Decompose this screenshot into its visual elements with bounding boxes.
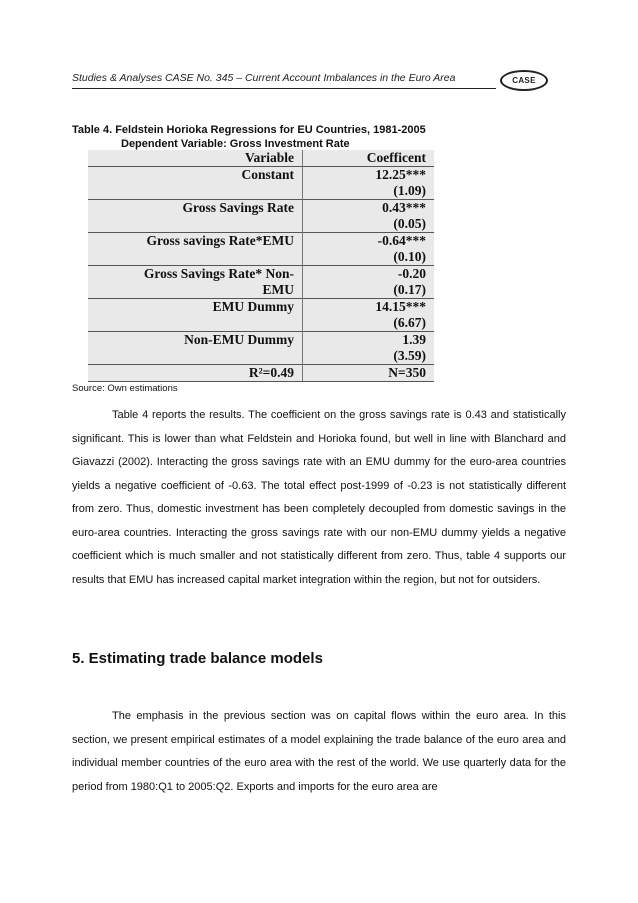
section-heading: 5. Estimating trade balance models bbox=[72, 650, 323, 667]
table-row bbox=[88, 200, 434, 217]
logo-text: CASE bbox=[512, 76, 536, 85]
n-observations-cell: N=350 bbox=[303, 365, 434, 382]
table-caption bbox=[72, 123, 426, 151]
header-variable: Variable bbox=[88, 150, 303, 167]
table-subtitle: Dependent Variable: Gross Investment Rate bbox=[121, 138, 350, 150]
table-row bbox=[88, 183, 434, 200]
variable-cell: Gross Savings Rate* Non- bbox=[88, 266, 303, 283]
variable-cell-cont bbox=[88, 348, 303, 365]
r-squared-cell: R²=0.49 bbox=[88, 365, 303, 382]
table-title: Table 4. Feldstein Horioka Regressions for EU Countries, 1981-2005 bbox=[72, 124, 426, 136]
variable-cell-cont bbox=[88, 183, 303, 200]
table-row bbox=[88, 348, 434, 365]
variable-cell: EMU Dummy bbox=[88, 299, 303, 316]
table-row bbox=[88, 282, 434, 299]
table-row bbox=[88, 266, 434, 283]
regression-table bbox=[88, 150, 434, 382]
variable-cell: Gross savings Rate*EMU bbox=[88, 233, 303, 250]
table-row bbox=[88, 216, 434, 233]
variable-cell: Constant bbox=[88, 167, 303, 184]
running-title: Studies & Analyses CASE No. 345 – Current Account Imbalances in the Euro Area bbox=[72, 72, 456, 84]
coefficient-cell: 1.39 bbox=[303, 332, 434, 349]
stderr-cell: (1.09) bbox=[393, 183, 426, 198]
variable-cell-cont bbox=[88, 315, 303, 332]
coefficient-cell: -0.20 bbox=[303, 266, 434, 283]
paragraph-trade-balance-text: The emphasis in the previous section was on capital flows within the euro area. In this section, we present empirical estimates of a model explaining the trade balance of the euro area and individual member countries of the euro area with the rest of the world. We use quarterly data for the period from 1980:Q1 to 2005:Q2. Exports and imports for the euro area are bbox=[72, 710, 566, 793]
paragraph-trade-balance bbox=[72, 705, 566, 799]
table-row bbox=[88, 167, 434, 184]
case-logo bbox=[500, 70, 548, 91]
paragraph-results bbox=[72, 404, 566, 592]
variable-cell-cont: EMU bbox=[88, 282, 303, 299]
table-row bbox=[88, 249, 434, 266]
table-row bbox=[88, 299, 434, 316]
coefficient-cell: -0.64*** bbox=[303, 233, 434, 250]
variable-cell: Non-EMU Dummy bbox=[88, 332, 303, 349]
coefficient-cell: 14.15*** bbox=[303, 299, 434, 316]
stderr-cell: (0.10) bbox=[393, 249, 426, 264]
table-row bbox=[88, 332, 434, 349]
stderr-cell: (6.67) bbox=[393, 315, 426, 330]
table-header-row bbox=[88, 150, 434, 167]
stderr-cell: (0.17) bbox=[393, 282, 426, 297]
paragraph-results-text: Table 4 reports the results. The coefficient on the gross savings rate is 0.43 and statistically significant. This is lower than what Feldstein and Horioka found, but well in line with Blanchard and Giavazzi (2002). Interacting the gross savings rate with an EMU dummy for the euro-area countries yields a negative coefficient of -0.63. The total effect post-1999 of -0.23 is not statistically different from zero. Thus, domestic investment has been completely decoupled from domestic savings in the euro-area countries. Interacting the gross savings rate with our non-EMU dummy yields a negative coefficient which is much smaller and not statistically different from zero. Thus, table 4 supports our results that EMU has increased capital market integration within the region, but not for outsiders. bbox=[72, 409, 566, 586]
stderr-cell: (0.05) bbox=[393, 216, 426, 231]
coefficient-cell: 0.43*** bbox=[303, 200, 434, 217]
variable-cell-cont bbox=[88, 249, 303, 266]
table-row-stats bbox=[88, 365, 434, 382]
table-row bbox=[88, 233, 434, 250]
running-header bbox=[72, 68, 496, 89]
table-row bbox=[88, 315, 434, 332]
variable-cell: Gross Savings Rate bbox=[88, 200, 303, 217]
coefficient-cell: 12.25*** bbox=[303, 167, 434, 184]
table-source: Source: Own estimations bbox=[72, 383, 178, 394]
variable-cell-cont bbox=[88, 216, 303, 233]
header-coefficient: Coefficent bbox=[366, 150, 426, 165]
stderr-cell: (3.59) bbox=[393, 348, 426, 363]
